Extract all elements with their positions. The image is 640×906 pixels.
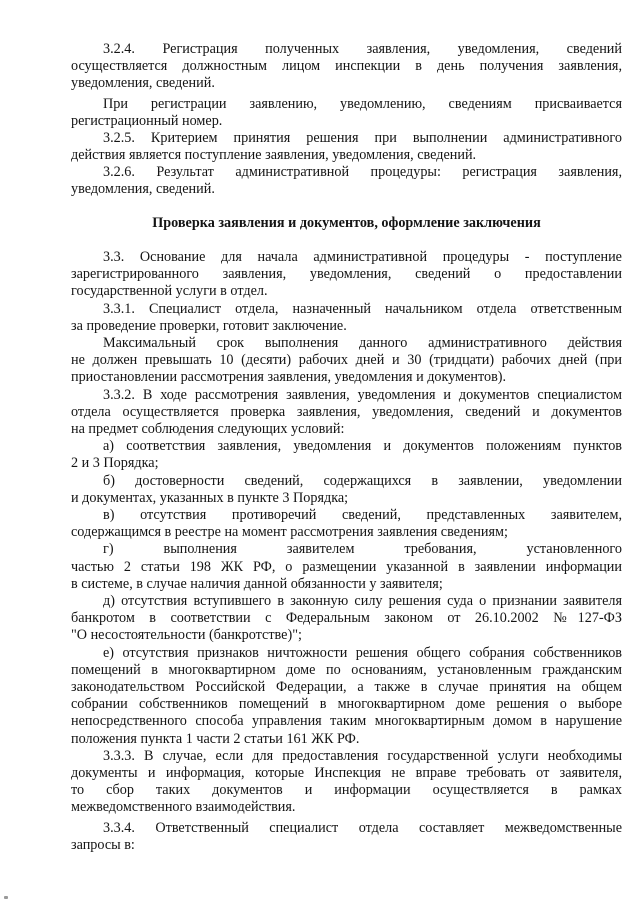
text-line: и документах, указанных в пункте 3 Порядка;: [71, 490, 349, 506]
text-line: регистрационный номер.: [71, 113, 223, 129]
text-line: помещений в многоквартирном доме по основаниям, установленным гражданским: [71, 662, 622, 678]
para-3-2-6: 3.2.6. Результат административной процедуры: регистрация заявления,: [103, 164, 622, 180]
text-line: уведомления, сведений.: [71, 75, 215, 91]
section-heading: Проверка заявления и документов, оформление заключения: [152, 215, 541, 231]
scan-speck: [4, 896, 8, 899]
text-line: осуществляется должностным лицом инспекции в день получения заявления,: [71, 58, 622, 74]
text-line: запросы в:: [71, 837, 135, 853]
text-line: уведомления, сведений.: [71, 181, 215, 197]
text-line: государственной услуги в отдел.: [71, 283, 268, 299]
text-line: в системе, в случае наличия данной обязанности у заявителя;: [71, 576, 443, 592]
text-line: непосредственного способа управления таким многоквартирным домом в нарушение: [71, 713, 622, 729]
text-line: зарегистрированного заявления, уведомления, сведений о предоставлении: [71, 266, 622, 282]
para-3-3-2: 3.3.2. В ходе рассмотрения заявления, уведомления и документов специалистом: [103, 387, 622, 403]
list-item-e: е) отсутствия признаков ничтожности решения общего собрания собственников: [103, 645, 622, 661]
para-registration-number: При регистрации заявлению, уведомлению, сведениям присваивается: [103, 96, 622, 112]
text-line: собрании собственников помещений в многоквартирном доме решения о выборе: [71, 696, 622, 712]
text-line: "О несостоятельности (банкротстве)";: [71, 627, 302, 643]
text-line: содержащимся в реестре на момент рассмотрения заявления сведениям;: [71, 524, 508, 540]
para-3-3: 3.3. Основание для начала административной процедуры - поступление: [103, 249, 622, 265]
text-line: законодательством Российской Федерации, а также в случае принятия на общем: [71, 679, 622, 695]
para-3-2-5: 3.2.5. Критерием принятия решения при выполнении административного: [103, 130, 622, 146]
list-item-d: д) отсутствия вступившего в законную силу решения суда о признании заявителя: [103, 593, 622, 609]
text-line: не должен превышать 10 (десяти) рабочих дней и 30 (тридцати) рабочих дней (при: [71, 352, 622, 368]
text-line: банкротом в соответствии с Федеральным законом от 26.10.2002 №127-ФЗ: [71, 610, 622, 626]
text-line: то сбор таких документов и информации осуществляется в рамках: [71, 782, 622, 798]
text-line: положения пункта 1 части 2 статьи 161 ЖК РФ.: [71, 731, 360, 747]
text-line: межведомственного взаимодействия.: [71, 799, 296, 815]
text-line: за проведение проверки, готовит заключение.: [71, 318, 347, 334]
text-line: частью 2 статьи 198 ЖК РФ, о размещении указанной в заявлении информации: [71, 559, 622, 575]
list-item-v: в) отсутствия противоречий сведений, представленных заявителем,: [103, 507, 622, 523]
para-3-3-3: 3.3.3. В случае, если для предоставления государственной услуги необходимы: [103, 748, 622, 764]
list-item-b: б) достоверности сведений, содержащихся в заявлении, уведомлении: [103, 473, 622, 489]
para-max-term: Максимальный срок выполнения данного административного действия: [103, 335, 622, 351]
text-line: действия является поступление заявления, уведомления, сведений.: [71, 147, 477, 163]
text-line: приостановлении рассмотрения заявления, уведомления и документов).: [71, 369, 507, 385]
list-item-a: а) соответствия заявления, уведомления и документов положениям пунктов: [103, 438, 622, 454]
para-3-3-4: 3.3.4. Ответственный специалист отдела составляет межведомственные: [103, 820, 622, 836]
text-line: на предмет соблюдения следующих условий:: [71, 421, 345, 437]
text-line: отдела осуществляется проверка заявления, уведомления, сведений и документов: [71, 404, 622, 420]
para-3-3-1: 3.3.1. Специалист отдела, назначенный начальником отдела ответственным: [103, 301, 622, 317]
list-item-g: г) выполнения заявителем требования, установленного: [103, 541, 622, 557]
text-line: 2 и 3 Порядка;: [71, 455, 159, 471]
text-line: документы и информация, которые Инспекция не вправе требовать от заявителя,: [71, 765, 622, 781]
para-3-2-4: 3.2.4. Регистрация полученных заявления, уведомления, сведений: [103, 41, 622, 57]
